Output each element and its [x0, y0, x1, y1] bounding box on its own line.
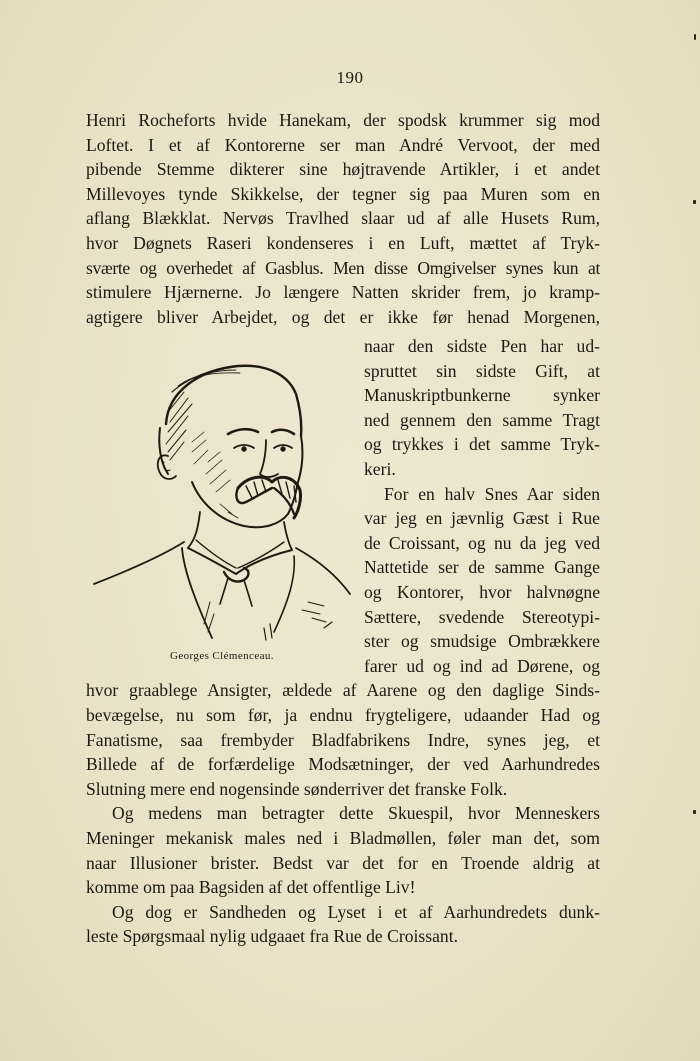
- text-line: komme om paa Bagsiden af det offentlige Liv!: [86, 877, 416, 898]
- text-line: stimulere Hjærnerne. Jo længere Natten skrider frem, jo kramp-: [86, 282, 600, 303]
- text-line: Loftet. I et af Kontorerne ser man André Vervoot, der med: [86, 134, 600, 155]
- page-number: 190: [336, 68, 364, 87]
- text-line: Og medens man betragter dette Skuespil, hvor Menneskers: [112, 803, 600, 824]
- text-line: hvor graablege Ansigter, ældede af Aarene og den daglige Sinds-: [86, 680, 600, 701]
- text-line: bevægelse, nu som før, ja endnu frygteligere, udaander Had og: [86, 705, 600, 725]
- text-line: Slutning mere end nogensinde sønderriver det franske Folk.: [86, 778, 508, 799]
- text-line: naar den sidste Pen har ud-: [364, 336, 600, 356]
- portrait-illustration: [88, 352, 356, 642]
- text-line: og Kontorer, hvor halvnøgne: [364, 582, 600, 602]
- text-line: aflang Blækklat. Nervøs Travlhed slaar ud af alle Husets Rum,: [86, 208, 600, 229]
- text-line: Og dog er Sandheden og Lyset i et af Aarhundredets dunk-: [112, 901, 600, 922]
- text-line: Manuskriptbunkerne synker: [364, 385, 600, 406]
- text-line: Sættere, svedende Stereotypi-: [364, 606, 600, 627]
- text-line: Nattetide ser de samme Gange: [364, 557, 600, 578]
- text-line: Fanatisme, saa frembyder Bladfabrikens Indre, synes jeg, et: [86, 729, 600, 750]
- text-line: farer ud og ind ad Dørene, og: [364, 655, 600, 676]
- text-line: ned gennem den samme Tragt: [364, 409, 600, 430]
- text-line: Henri Rocheforts hvide Hanekam, der spodsk krummer sig mod: [86, 110, 600, 130]
- text-line: Meninger mekanisk males ned i Bladmøllen, føler man det, som: [86, 828, 600, 848]
- scan-speck: [694, 34, 696, 40]
- text-line: naar Illusioner brister. Bedst var det for en Troende aldrig at: [86, 852, 600, 873]
- text-line: sværte og overhedet af Gasblus. Men disse Omgivelser synes kun at: [86, 257, 600, 278]
- text-line: ster og smudsige Ombrækkere: [364, 631, 600, 652]
- text-line: hvor Døgnets Raseri kondenseres i en Luft, mættet af Tryk-: [86, 233, 600, 253]
- text-line: Millevoyes tynde Skikkelse, der tegner sig paa Muren som en: [86, 183, 600, 204]
- scan-speck: [693, 200, 696, 204]
- text-line: spruttet sin sidste Gift, at: [364, 360, 600, 381]
- text-line: var jeg en jævnlig Gæst i Rue: [364, 508, 600, 529]
- text-line: Billede af de forfærdelige Modsætninger, der ved Aarhundredes: [86, 754, 600, 775]
- text-line: agtigere bliver Arbejdet, og det er ikke før henad Morgenen,: [86, 306, 600, 327]
- portrait-caption: Georges Clémenceau.: [170, 650, 274, 662]
- text-line: de Croissant, og nu da jeg ved: [364, 532, 600, 553]
- scan-speck: [693, 810, 696, 814]
- text-line: keri.: [364, 459, 396, 479]
- text-line: pibende Stemme dikterer sine højtravende Artikler, i et andet: [86, 159, 600, 180]
- text-line: For en halv Snes Aar siden: [384, 483, 600, 504]
- text-line: leste Spørgsmaal nylig udgaaet fra Rue de Croissant.: [86, 926, 458, 947]
- text-line: og trykkes i det samme Tryk-: [364, 434, 600, 455]
